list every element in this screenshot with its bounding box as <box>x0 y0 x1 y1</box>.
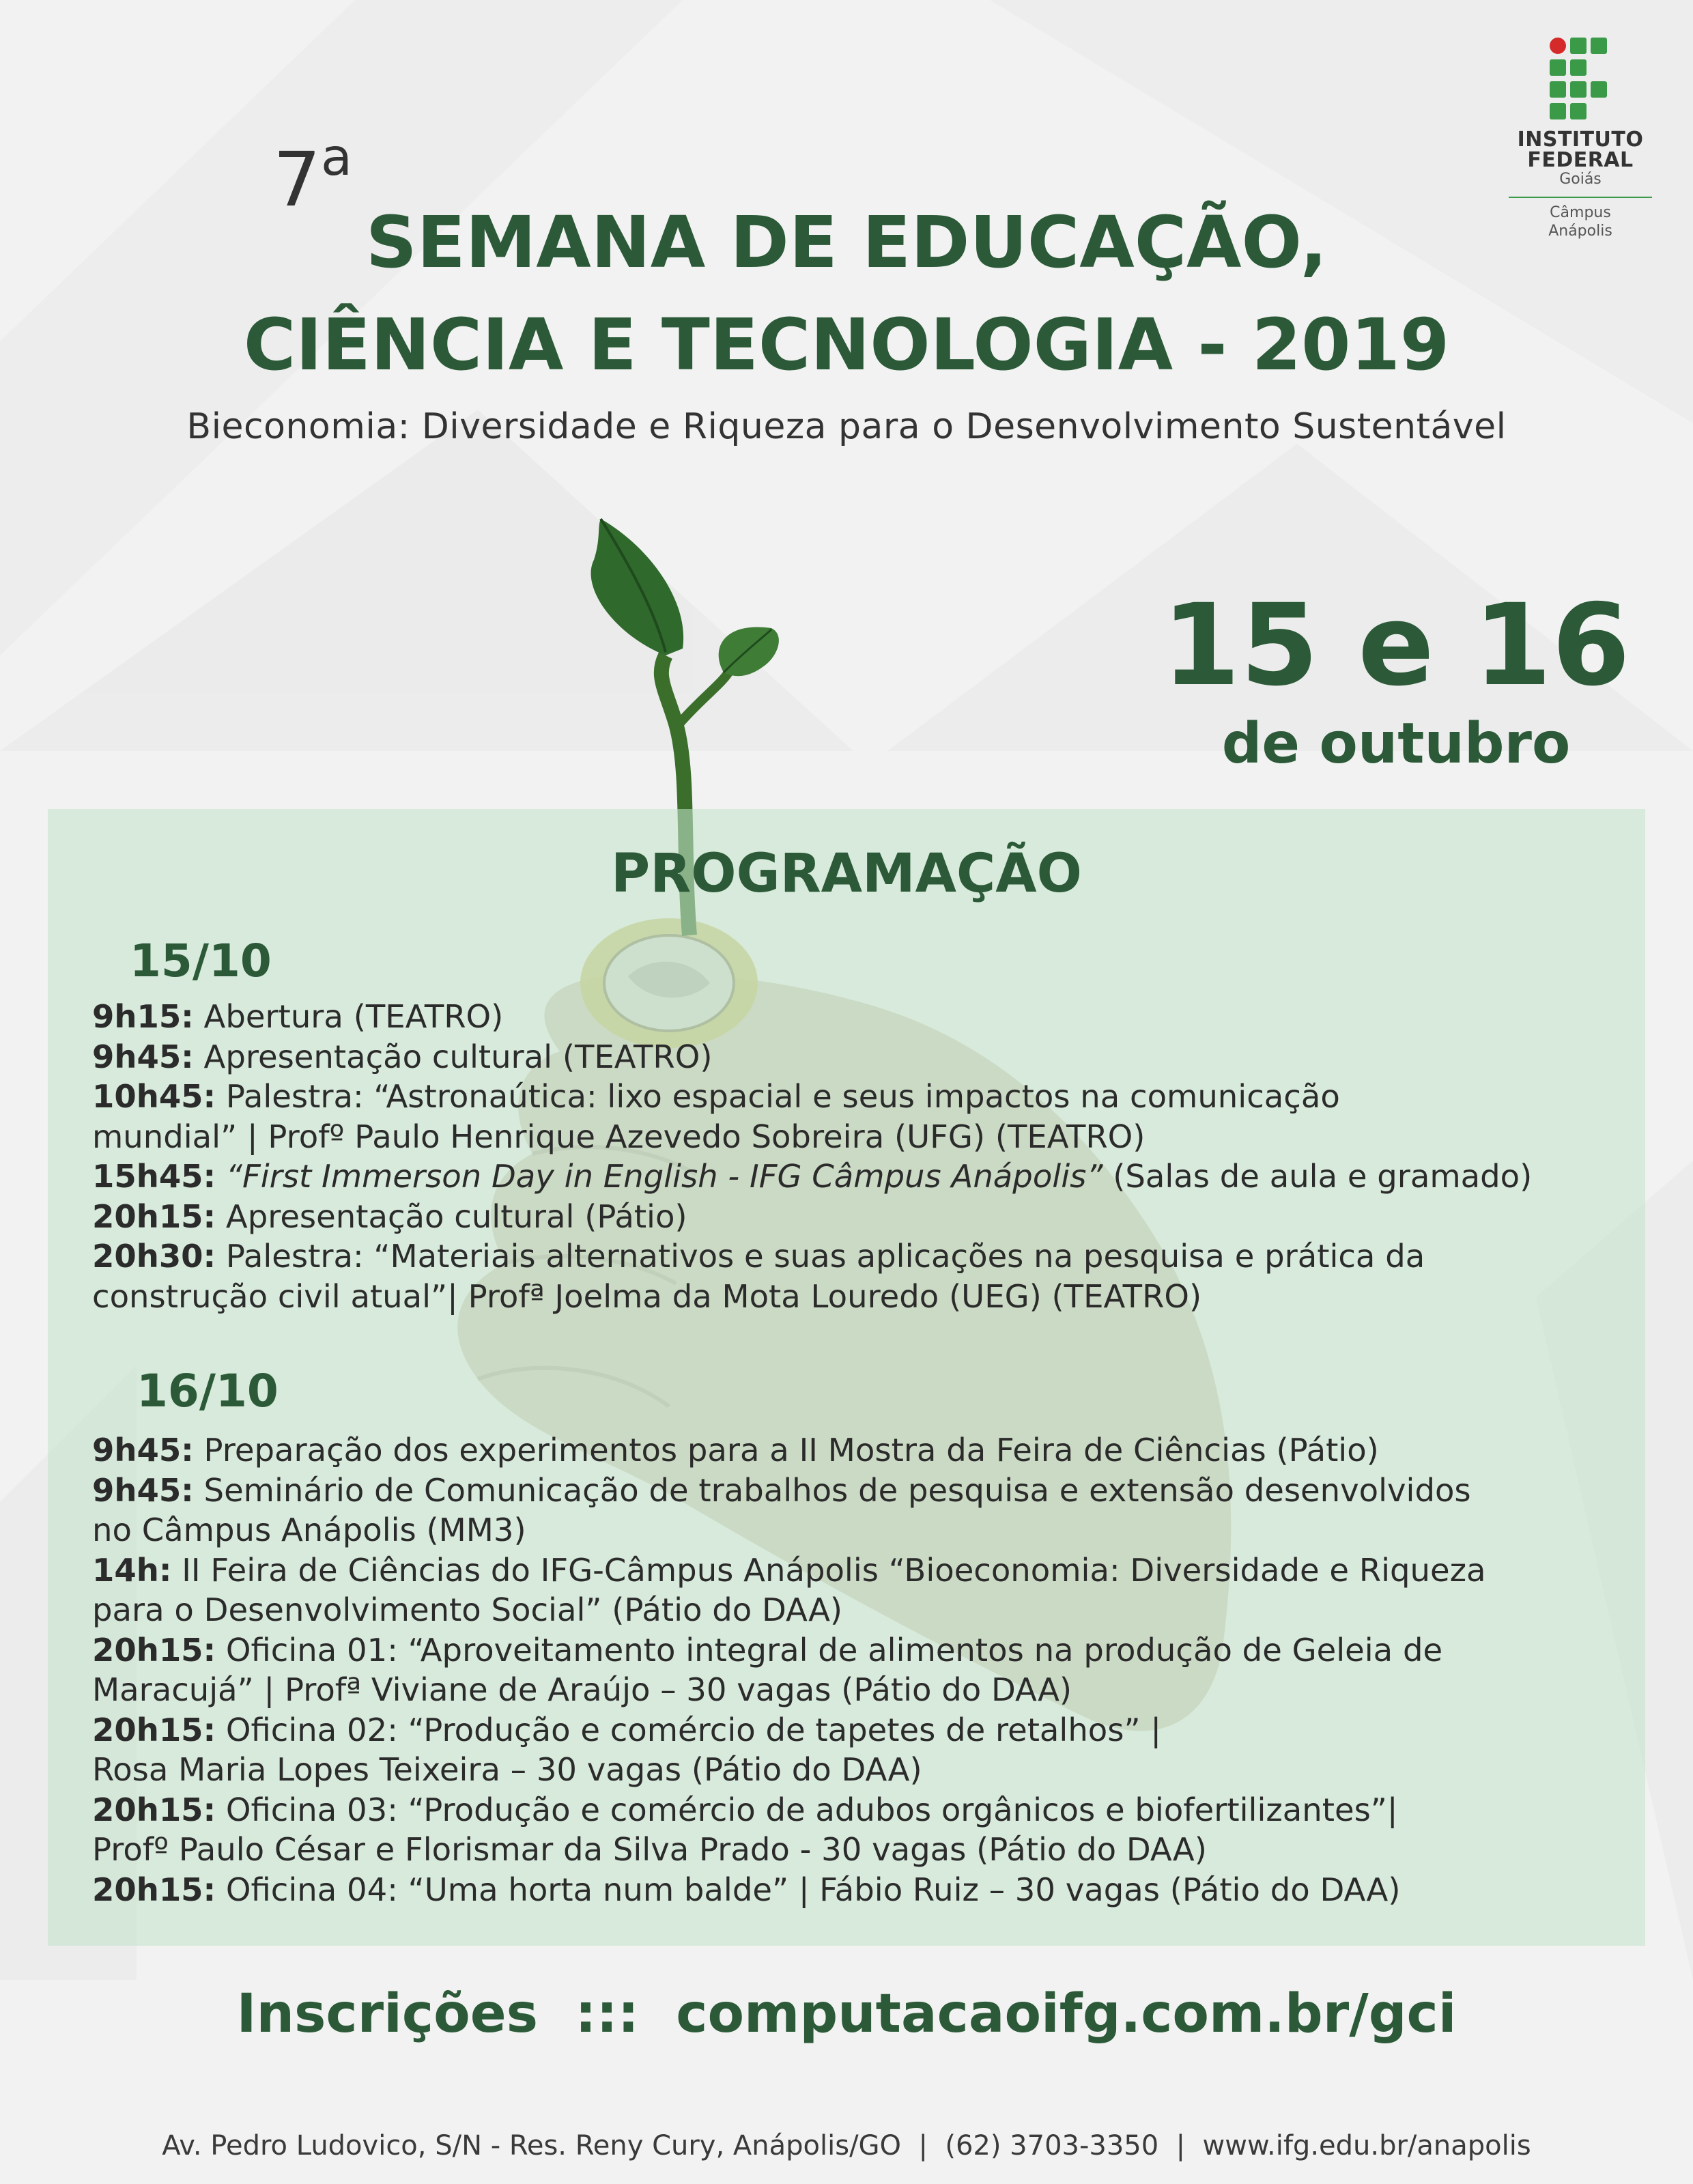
schedule-text: Apresentação cultural (TEATRO) <box>193 1038 713 1075</box>
schedule-time: 14h: <box>92 1551 172 1589</box>
schedule-italic-title: “First Immerson Day in English - IFG Câmpus Anápolis” <box>216 1158 1103 1195</box>
schedule-line <box>92 1197 1532 1237</box>
schedule-text: Oficina 01: “Aproveitamento integral de alimentos na produção de Geleia de <box>216 1631 1443 1669</box>
event-month: de outubro <box>1221 711 1571 776</box>
schedule-text: Oficina 02: “Produção e comércio de tapetes de retalhos” | <box>216 1711 1162 1748</box>
schedule-line <box>92 1750 1486 1790</box>
schedule-time: 9h45: <box>92 1471 194 1509</box>
schedule-line <box>92 1830 1486 1870</box>
logo-campus-city: Anápolis <box>1548 223 1612 240</box>
schedule-line <box>92 1870 1486 1910</box>
schedule-time: 20h15: <box>92 1631 216 1669</box>
schedule-text: construção civil atual”| Profª Joelma da Mota Louredo (UEG) (TEATRO) <box>92 1277 1202 1315</box>
day-heading-2: 16/10 <box>137 1365 279 1417</box>
event-dates <box>1147 580 1645 778</box>
ifg-logo-icon <box>1550 38 1618 126</box>
schedule-text: Rosa Maria Lopes Teixeira – 30 vagas (Pátio do DAA) <box>92 1751 922 1788</box>
schedule-line <box>92 1471 1486 1511</box>
schedule-line <box>92 1630 1486 1671</box>
schedule-line <box>92 1510 1486 1550</box>
schedule-time: 9h15: <box>92 998 194 1035</box>
schedule-line <box>92 1710 1486 1750</box>
schedule-line <box>92 1670 1486 1710</box>
schedule-line <box>92 1037 1532 1077</box>
schedule-text: II Feira de Ciências do IFG-Câmpus Anápolis “Bioeconomia: Diversidade e Riqueza <box>171 1551 1486 1589</box>
day-heading-1: 15/10 <box>130 935 272 987</box>
schedule-text: Abertura (TEATRO) <box>193 998 504 1035</box>
title-line-2: CIÊNCIA E TECNOLOGIA - 2019 <box>243 303 1450 386</box>
logo-federal: FEDERAL <box>1527 148 1634 172</box>
schedule-line <box>92 1157 1532 1197</box>
schedule-line <box>92 997 1532 1037</box>
schedule-line <box>92 1790 1486 1830</box>
schedule-text: Oficina 04: “Uma horta num balde” | Fábio Ruiz – 30 vagas (Pátio do DAA) <box>216 1871 1401 1908</box>
schedule-time: 20h15: <box>92 1711 216 1748</box>
schedule-line <box>92 1077 1532 1117</box>
schedule-text: Profº Paulo César e Florismar da Silva Prado - 30 vagas (Pátio do DAA) <box>92 1831 1207 1868</box>
schedule-text: Seminário de Comunicação de trabalhos de pesquisa e extensão desenvolvidos <box>193 1471 1471 1509</box>
schedule-line <box>92 1590 1486 1630</box>
schedule-text: Apresentação cultural (Pátio) <box>216 1197 687 1235</box>
schedule-text: Preparação dos experimentos para a II Mostra da Feira de Ciências (Pátio) <box>193 1432 1379 1469</box>
registration-info: Inscrições ::: computacaoifg.com.br/gci <box>236 1983 1457 2045</box>
schedule-text: Maracujá” | Profª Viviane de Araújo – 30 vagas (Pátio do DAA) <box>92 1671 1072 1708</box>
schedule-line <box>92 1550 1486 1591</box>
event-subtitle: Bieconomia: Diversidade e Riqueza para o Desenvolvimento Sustentável <box>186 406 1507 447</box>
day1-schedule <box>92 997 1532 1316</box>
schedule-time: 9h45: <box>92 1038 194 1075</box>
event-days: 15 e 16 <box>1161 580 1631 711</box>
schedule-line <box>92 1277 1532 1317</box>
schedule-time: 20h15: <box>92 1871 216 1908</box>
schedule-time: 20h15: <box>92 1197 216 1235</box>
title-line-1: SEMANA DE EDUCAÇÃO, <box>365 201 1328 284</box>
schedule-time: 9h45: <box>92 1432 194 1469</box>
edition-digit: 7 <box>273 136 321 223</box>
schedule-text: (Salas de aula e gramado) <box>1102 1158 1533 1195</box>
footer-address: Av. Pedro Ludovico, S/N - Res. Reny Cury, Anápolis/GO | (62) 3703-3350 | www.ifg.edu.br/anapolis <box>162 2130 1531 2161</box>
edition-ordinal: a <box>321 127 352 187</box>
logo-goias: Goiás <box>1559 171 1602 188</box>
logo-campus: Câmpus <box>1550 204 1611 221</box>
schedule-text: Palestra: “Materiais alternativos e suas aplicações na pesquisa e prática da <box>216 1238 1425 1275</box>
schedule-time: 20h15: <box>92 1791 216 1828</box>
day2-schedule <box>92 1430 1486 1910</box>
schedule-text: para o Desenvolvimento Social” (Pátio do DAA) <box>92 1591 843 1628</box>
schedule-time: 20h30: <box>92 1238 216 1275</box>
logo-instituto: INSTITUTO <box>1517 128 1644 152</box>
schedule-time: 15h45: <box>92 1158 216 1195</box>
schedule-line <box>92 1117 1532 1157</box>
schedule-text: mundial” | Profº Paulo Henrique Azevedo Sobreira (UFG) (TEATRO) <box>92 1118 1146 1155</box>
schedule-time: 10h45: <box>92 1078 216 1115</box>
program-title: PROGRAMAÇÃO <box>611 843 1082 905</box>
schedule-text: no Câmpus Anápolis (MM3) <box>92 1512 526 1548</box>
schedule-line <box>92 1236 1532 1277</box>
schedule-text: Palestra: “Astronaútica: lixo espacial e seus impactos na comunicação <box>216 1078 1340 1115</box>
schedule-line <box>92 1430 1486 1471</box>
schedule-text: Oficina 03: “Produção e comércio de adubos orgânicos e biofertilizantes”| <box>216 1791 1398 1828</box>
